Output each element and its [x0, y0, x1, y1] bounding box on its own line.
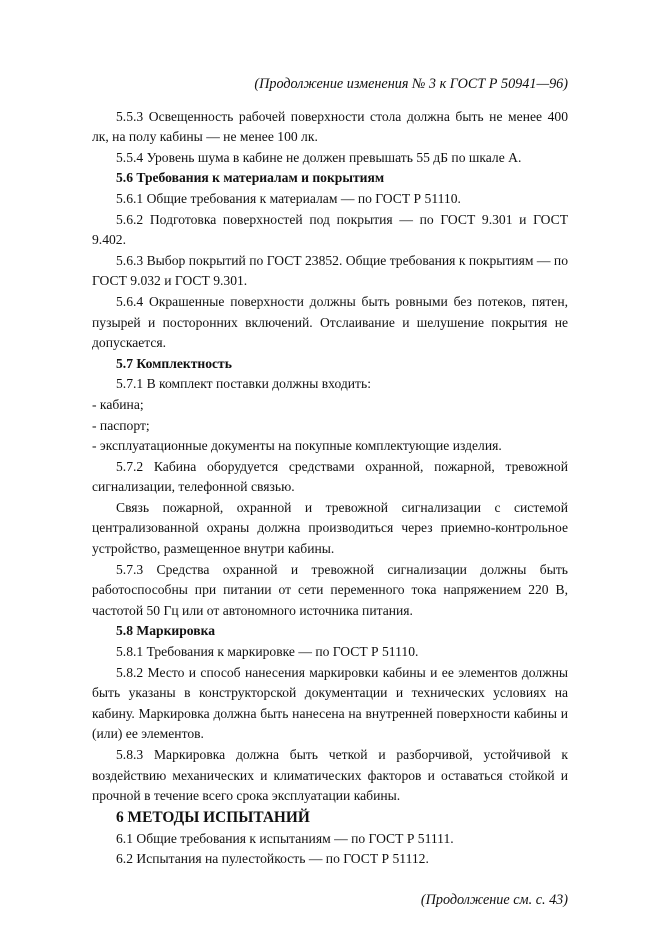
para-5-7-1: 5.7.1 В комплект поставки должны входить: [116, 376, 371, 392]
para-5-8-1: 5.8.1 Требования к маркировке — по ГОСТ Р 51110. [116, 644, 419, 660]
para-5-6-1: 5.6.1 Общие требования к материалам — по ГОСТ Р 51110. [116, 190, 461, 206]
para-5-5-4: 5.5.4 Уровень шума в кабине не должен превышать 55 дБ по шкале А. [116, 149, 522, 165]
para-5-5-3: 5.5.3 Освещенность рабочей поверхности стола должна быть не менее 400 лк, на полу кабины — не менее 100 лк. [92, 108, 568, 145]
para-5-7-3: 5.7.3 Средства охранной и тревожной сигнализации должны быть работоспособны при питании от сети переменного тока напряжением 220 В, частотой 50 Гц или от автономного источника питания. [92, 561, 568, 618]
heading-6: 6 МЕТОДЫ ИСПЫТАНИЙ [116, 808, 310, 826]
document-body [92, 107, 568, 870]
page-header: (Продолжение изменения № 3 к ГОСТ Р 50941—96) [254, 76, 568, 92]
heading-5-8: 5.8 Маркировка [116, 623, 216, 639]
para-5-8-2: 5.8.2 Место и способ нанесения маркировки кабины и ее элементов должны быть указаны в конструкторской документации и технических условиях на кабину. Маркировка должна быть нанесена на внутренней поверхности кабины и (или) ее элементов. [92, 664, 568, 742]
para-5-7-2: 5.7.2 Кабина оборудуется средствами охранной, пожарной, тревожной сигнализации, телефонной связью. [92, 458, 568, 495]
document-page [92, 74, 568, 911]
heading-5-6: 5.6 Требования к материалам и покрытиям [116, 170, 385, 186]
para-5-6-2: 5.6.2 Подготовка поверхностей под покрытия — по ГОСТ 9.301 и ГОСТ 9.402. [92, 211, 568, 248]
list-item-docs: - эксплуатационные документы на покупные комплектующие изделия. [92, 438, 502, 454]
para-5-6-4: 5.6.4 Окрашенные поверхности должны быть ровными без потеков, пятен, пузырей и посторонних включений. Отслаивание и шелушение покрытия не допускается. [92, 293, 568, 351]
para-6-2: 6.2 Испытания на пулестойкость — по ГОСТ Р 51112. [116, 851, 429, 867]
list-item-passport: - паспорт; [92, 417, 150, 433]
para-5-6-3: 5.6.3 Выбор покрытий по ГОСТ 23852. Общие требования к покрытиям — по ГОСТ 9.032 и ГОСТ 9.301. [92, 252, 568, 289]
para-5-8-3: 5.8.3 Маркировка должна быть четкой и разборчивой, устойчивой к воздействию механических и климатических факторов и оставаться стойкой и прочной в течение всего срока эксплуатации кабины. [92, 747, 568, 804]
list-item-cabin: - кабина; [92, 396, 144, 412]
para-5-7-2-cont: Связь пожарной, охранной и тревожной сигнализации с системой централизованной охраны должна производиться через приемно-контрольное устройство, размещенное внутри кабины. [92, 499, 568, 557]
heading-5-7: 5.7 Комплектность [116, 355, 232, 371]
para-6-1: 6.1 Общие требования к испытаниям — по ГОСТ Р 51111. [116, 830, 454, 846]
page-footer: (Продолжение см. с. 43) [420, 891, 568, 908]
